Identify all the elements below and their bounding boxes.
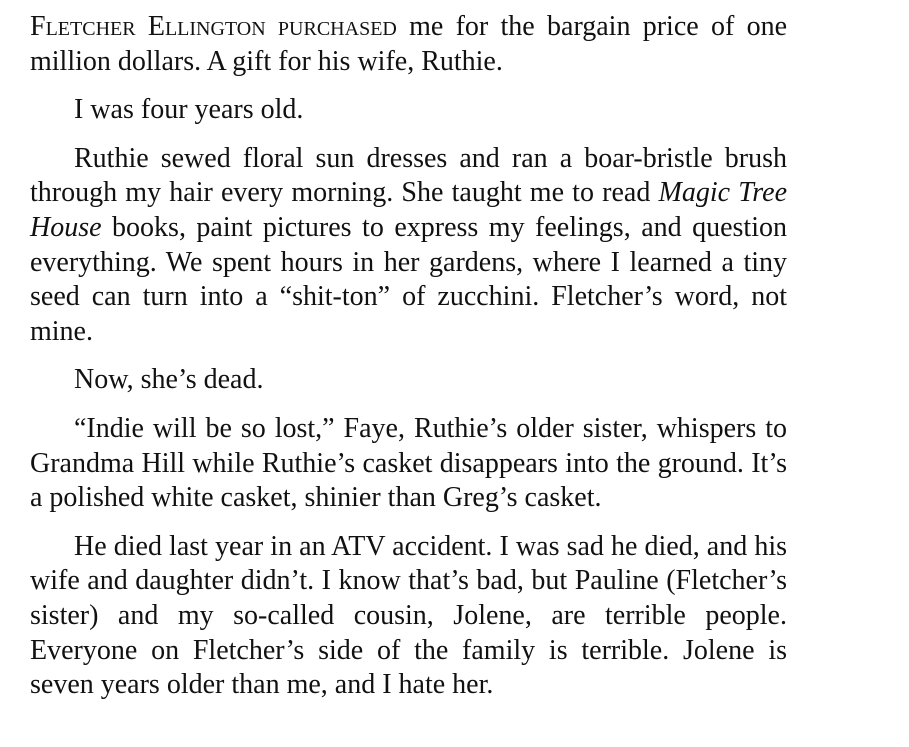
- paragraph-opening: [30, 10, 787, 79]
- paragraph-text: me for the bargain price of one million dollars. A gift for his wife, Ruthie.: [30, 11, 787, 77]
- paragraph-text: Now, she’s dead.: [74, 364, 264, 396]
- paragraph-faye: [30, 412, 787, 516]
- paragraph-text: “Indie will be so lost,” Faye, Ruthie’s older sister, whispers to Grandma Hill while Ruthie’s casket disappears into the ground. It’s a polished white casket, shinier than Greg’s casket.: [30, 412, 787, 514]
- document-page: [30, 10, 787, 717]
- paragraph-greg: [30, 530, 787, 703]
- paragraph-ruthie: [30, 142, 787, 350]
- paragraph-dead: [30, 363, 787, 398]
- paragraph-text: Ruthie sewed floral sun dresses and ran a boar-bristle brush through my hair every morning. She taught me to read: [30, 142, 787, 209]
- opening-small-caps: Fletcher Ellington purchased: [30, 11, 397, 42]
- paragraph-text: He died last year in an ATV accident. I was sad he died, and his wife and daughter didn’t. I know that’s bad, but Pauline (Fletcher’s sister) and my so-called cousin, Jolene, are terrible people. Everyone on Fletcher’s side of the family is terrible. Jolene is seven years older than me, and I hate her.: [30, 530, 787, 701]
- paragraph-text: I was four years old.: [74, 94, 304, 126]
- book-title-italic: Magic Tree House: [30, 177, 787, 243]
- paragraph-text: books, paint pictures to express my feelings, and question everything. We spent hours in her gardens, where I learned a tiny seed can turn into a “shit-ton” of zucchini. Fletcher’s word, not mine.: [30, 211, 787, 347]
- paragraph-age: [30, 93, 787, 128]
